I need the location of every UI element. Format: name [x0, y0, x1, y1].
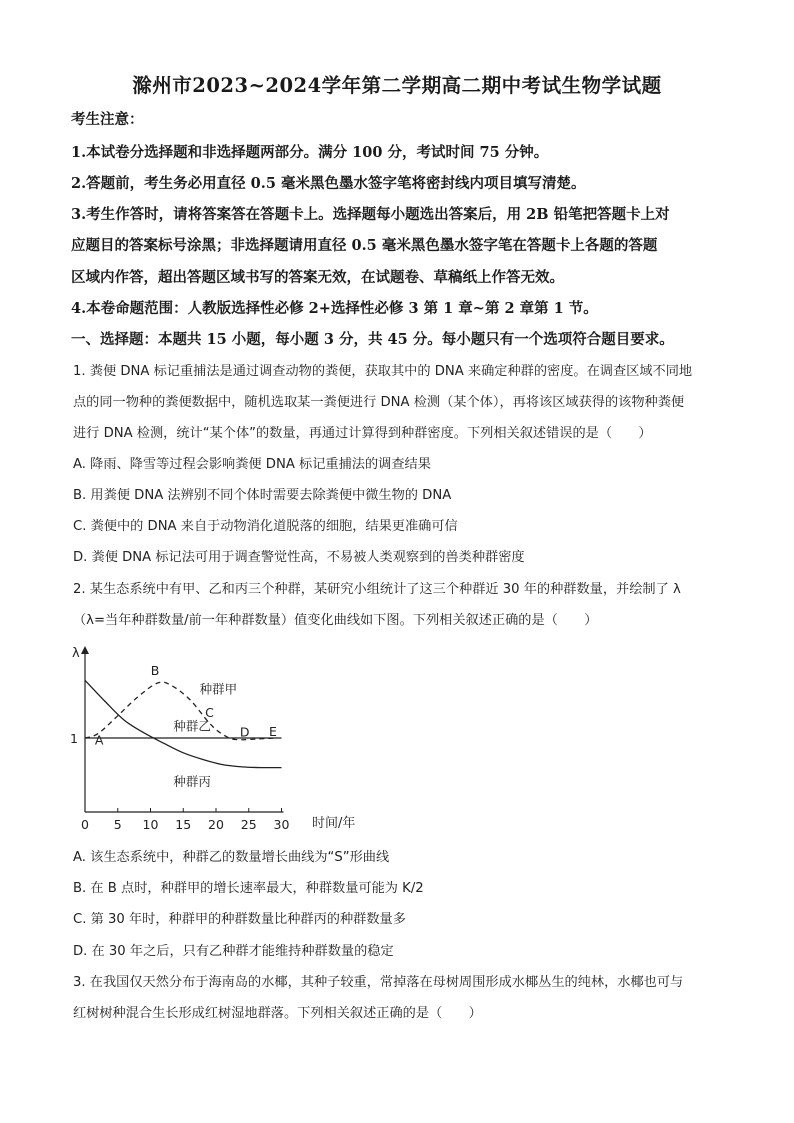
series-label: 种群乙	[173, 718, 211, 734]
point-label: E	[268, 724, 277, 739]
x-tick-label: 10	[142, 817, 159, 832]
q1-option-c: C. 粪便中的 DNA 来自于动物消化道脱落的细胞，结果更准确可信	[73, 519, 458, 534]
section-heading: 一、选择题：本题共 15 小题，每小题 3 分，共 45 分。每小题只有一个选项符合题目要求。	[71, 331, 674, 348]
series-label: 种群甲	[199, 681, 238, 697]
q2-option-d: D. 在 30 年之后，只有乙种群才能维持种群数量的稳定	[73, 944, 394, 959]
q1-stem-line: 1. 粪便 DNA 标记重捕法是通过调查动物的粪便，获取其中的 DNA 来确定种群的密度。在调查区域不同地	[73, 364, 693, 379]
q1-stem-line: 点的同一物种的粪便数据中，随机选取某一粪便进行 DNA 检测（某个体），再将该区域获得的该物种粪便	[73, 395, 685, 410]
x-tick-label: 5	[113, 817, 122, 832]
series-label: 种群丙	[173, 774, 211, 790]
notice-line: 4.本卷命题范围：人教版选择性必修 2+选择性必修 3 第 1 章~第 2 章第 1 节。	[71, 300, 598, 317]
q1-option-a: A. 降雨、降雪等过程会影响粪便 DNA 标记重捕法的调查结果	[73, 457, 431, 472]
q3-stem-line: 红树树种混合生长形成红树湿地群落。下列相关叙述正确的是（ ）	[73, 1006, 482, 1021]
q3-stem-line: 3. 在我国仅天然分布于海南岛的水椰，其种子较重，常掉落在母树周围形成水椰丛生的纯林，水椰也可与	[73, 975, 684, 990]
y-tick-label: 1	[70, 731, 78, 746]
chart-point-labels	[95, 663, 277, 747]
q2-option-b: B. 在 B 点时，种群甲的增长速率最大，种群数量可能为 K/2	[73, 881, 424, 896]
point-label: D	[239, 724, 250, 740]
notice-line: 区域内作答，超出答题区域书写的答案无效，在试题卷、草稿纸上作答无效。	[71, 269, 564, 286]
y-axis-arrow	[81, 646, 89, 654]
q1-option-b: B. 用粪便 DNA 法辨别不同个体时需要去除粪便中微生物的 DNA	[73, 488, 452, 503]
q1-stem-line: 进行 DNA 检测，统计“某个体”的数量，再通过计算得到种群密度。下列相关叙述错误的是（ ）	[73, 426, 652, 441]
x-tick-label: 15	[175, 817, 192, 832]
point-label: A	[94, 732, 104, 748]
x-tick-label: 25	[240, 817, 257, 832]
notice-line: 应题目的答案标号涂黑；非选择题请用直径 0.5 毫米黑色墨水签字笔在答题卡上各题的答题	[71, 237, 658, 254]
notice-line: 1.本试卷分选择题和非选择题两部分。满分 100 分，考试时间 75 分钟。	[71, 144, 549, 161]
x-tick-label: 20	[208, 817, 224, 832]
q2-option-c: C. 第 30 年时，种群甲的种群数量比种群丙的种群数量多	[73, 912, 406, 927]
point-label: C	[205, 705, 214, 721]
x-tick-label: 30	[273, 817, 290, 832]
x-tick-label: 0	[81, 817, 89, 832]
q1-option-d: D. 粪便 DNA 标记法可用于调查警觉性高，不易被人类观察到的兽类种群密度	[73, 550, 525, 565]
notice-line: 2.答题前，考生务必用直径 0.5 毫米黑色墨水签字笔将密封线内项目填写清楚。	[71, 175, 586, 192]
page-title: 滁州市2023~2024学年第二学期高二期中考试生物学试题	[132, 74, 662, 97]
q2-stem-line: （λ=当年种群数量/前一年种群数量）值变化曲线如下图。下列相关叙述正确的是（ ）	[73, 613, 598, 628]
q2-option-a: A. 该生态系统中，种群乙的数量增长曲线为“S”形曲线	[73, 850, 390, 865]
chart-curves	[85, 680, 282, 789]
point-label: B	[150, 663, 160, 679]
q2-stem-line: 2. 某生态系统中有甲、乙和丙三个种群，某研究小组统计了这三个种群近 30 年的种群数量，并绘制了 λ	[73, 582, 681, 597]
notice-line: 3.考生作答时，请将答案答在答题卡上。选择题每小题选出答案后，用 2B 铅笔把答题卡上对	[71, 206, 670, 223]
lambda-chart	[70, 640, 380, 835]
x-axis-label: 时间/年	[312, 816, 356, 831]
notice-heading: 考生注意：	[71, 111, 144, 128]
y-axis-label: λ	[72, 646, 80, 661]
